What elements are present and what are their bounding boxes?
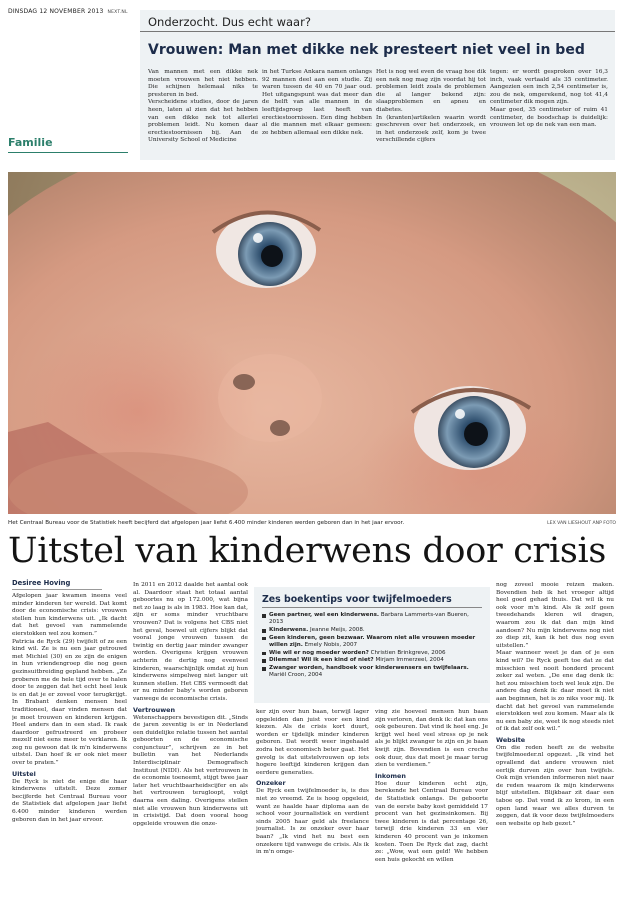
top-article-title: Vrouwen: Man met dikke nek presteert niet veel in bed (148, 42, 585, 58)
section-rule (8, 152, 128, 153)
paragraph: Maar goed, 35 centimeter of ruim 41 centimeter, de boodschap is duidelijk: vrouwen let op de nek van een man. (490, 106, 608, 129)
paragraph: in het Turkse Ankara namen onlangs 92 mannen deel aan een studie. Zij waren tussen de 40 en 70 jaar oud. Het uitgangspunt was dat meer dan de helft van alle mannen in de leeftijdsgroep last heeft van erectiestoornissen. Een ding hebben al die mannen met elkaar gemeen: ze hebben allemaal een dikke nek. (262, 69, 372, 136)
book-tip-item: Wie wil er nog moeder worden? Christien Brinkgreve, 2006 (262, 650, 484, 657)
article-column-5 (496, 582, 614, 903)
section-label: Familie (8, 136, 53, 149)
paragraph: ving zie hoeveel mensen hun baan zijn verloren, dan denk ik: dat kan ons ook gebeuren. Dat vind ik heel eng. Je krijgt wel heel veel stress op je nek als je blijkt zwanger te zijn en je baan kwijt zijn. Bovendien is een creche ook duur, dus dat moet je maar terug zien te verdienen.” (375, 709, 488, 769)
byline: Desiree Hoving (12, 579, 71, 587)
bullet-square-icon (262, 659, 266, 663)
top-column-1 (148, 69, 258, 157)
subheading: Uitstel (12, 769, 36, 778)
book-tips-list (262, 612, 484, 680)
paragraph: Patricia de Ryck (29) twijfelt of ze een kind wil. Ze is nu een jaar getrouwd met Michiel (30) en ze zijn de enigen in hun vriendengroep die nog geen gezinsuitbreiding gepland hebben. „Ze proberen me de hele tijd over te halen door te zeggen dat het echt heel leuk is en dat je er zoveel voor terugkrijgt. In Brabant denken mensen heel traditioneel, daar vinden mensen dat je moet trouwen en kinderen krijgen. Heel anders dan in een stad. Ik raak daardoor gefrustreerd en probeer mezelf niet eens meer te verklaren. Ik zeg nu gewoon dat ik m'n kinderwens uitstel. Dan hoef ik er ook niet meer over te praten.” (12, 638, 127, 767)
article-column-1 (12, 593, 127, 903)
bullet-square-icon (262, 629, 266, 633)
top-column-4 (490, 69, 608, 157)
paragraph: Verscheidene studies, door de jaren heen, laten al zien dat het hebben van een dikke nek tot allerlei problemen leidt. Nu komen daar erectiestoornissen bij. Aan de University School of Medicine (148, 99, 258, 144)
paragraph: Hoe duur kinderen echt zijn, berekende het Centraal Bureau voor de Statistiek onlangs. De geboorte van de eerste baby kost gemiddeld 17 procent van het gezinsinkomen. Bij twee kinderen is dat percentage 26, terwijl drie kinderen 33 en vier kinderen 40 procent van je inkomen kosten. Toen De Ryck dat zag, dacht ze: „Wow, wat een geld! We hebben een huis gekocht en willen (375, 780, 488, 863)
paragraph: Om die reden heeft ze de website twijfelmoeder.nl opgezet. „Ik vind het opvallend dat andere vrouwen niet eerlijk durven zijn over hun twijfels. Ook mijn vrienden informeren niet naar de reden waarom ik mijn kinderwens blijf uitstellen. Blijkbaar zit daar een taboe op. Dat vond ik zo krom, in een open land waar we alles durven te zeggen, dat ik voor deze twijfelmoeders een website op heb gezet.” (496, 744, 614, 827)
bullet-square-icon (262, 637, 266, 641)
top-kicker: Onderzocht. Dus echt waar? (148, 15, 311, 29)
book-tips-rule (262, 607, 482, 608)
paragraph: In (kranten)artikelen waarin wordt geschreven over het onderzoek, en in het onderzoek zelf, kom je twee verschillende cijfers (376, 114, 486, 144)
bullet-square-icon (262, 652, 266, 656)
section-tag: NEXT.NL (107, 10, 128, 15)
paragraph: In 2011 en 2012 daalde het aantal ook al. Daardoor staat het totaal aantal geboortes nu op 172.000, wat bijna net zo laag is als in 1983. Hoe kan dat, zijn er soms minder vruchtbare vrouwen? Dat is volgens het CBS niet het geval, hoewel uit cijfers blijkt dat vooral jonge vrouwen tussen de twintig en dertig jaar minder zwanger worden. Overigens krijgen vrouwen achterin de dertig nog evenveel kinderen, waarschijnlijk omdat zij hun kinderwens simpelweg niet langer uit kunnen stellen. Het CBS vermoedt dat er nu minder baby's worden geboren vanwege de economische crisis. (133, 582, 248, 702)
bullet-square-icon (262, 614, 266, 618)
subheading: Inkomen (375, 771, 406, 780)
paragraph: Afgelopen jaar kwamen ineens veel minder kinderen ter wereld. Dat komt door de economische crisis: vrouwen stellen hun kinderwens uit. „Ik dacht dat het gevoel van rammelende eierstokken wel zou komen.” (12, 593, 127, 637)
paragraph: ker zijn over hun baan, terwijl lager opgeleiden dan juist voor een kind kiezen. Als de crisis kort duurt, worden er tijdelijk minder kinderen geboren. Dat wordt weer ingehaald zodra het economisch beter gaat. Het gevolg is dat uitstelvrouwen op iets hogere leeftijd kinderen krijgen dan eerdere generaties. (256, 709, 369, 776)
book-tip-item: Kinderwens. Jeanne Meijs, 2008. (262, 627, 484, 634)
book-tip-item: Geen partner, wel een kinderwens. Barbara Lammerts-van Bueren, 2013 (262, 612, 484, 626)
bullet-square-icon (262, 667, 266, 671)
paragraph: De Ryck is niet de enige die haar kinderwens uitstelt. Deze zomer becijferde het Centraal Bureau voor de Statistiek dat afgelopen jaar liefst 6.400 minder kinderen werden geboren dan in het jaar ervoor. (12, 778, 127, 823)
paragraph: De Ryck een twijfelmoeder is, is dus niet zo vreemd. Ze is hoog opgeleid, want ze haalde haar diploma aan de school voor journalistiek en verdient sinds 2005 haar geld als freelance journalist. Is ze onzeker over haar baan? „Ik vind het nu best een onzekere tijd vanwege de crisis. Als ik in m'n omge- (256, 788, 369, 856)
date: DINSDAG 12 NOVEMBER 2013 (8, 8, 104, 15)
photo-credit: LEX VAN LIESHOUT ANP FOTO (547, 521, 616, 526)
book-tips-title: Zes boekentips voor twijfelmoeders (262, 594, 452, 605)
baby-face-illustration (8, 172, 616, 514)
byline-rule (12, 589, 102, 590)
subheading: Vertrouwen (133, 705, 176, 714)
subheading: Website (496, 735, 526, 744)
article-column-3 (256, 709, 369, 903)
dateline (8, 8, 138, 15)
top-column-2 (262, 69, 372, 157)
photo-caption: Het Centraal Bureau voor de Statistiek heeft becijferd dat afgelopen jaar liefst 6.400 minder kinderen werden geboren dan in het jaar ervoor. (8, 520, 405, 526)
article-column-2 (133, 582, 248, 903)
paragraph: Maar wanneer weet je dan of je een kind wil? De Ryck geeft toe dat ze dat misschien wel nooit honderd procent zeker zal weten. „De ene dag denk ik: het zou misschien toch wel leuk zijn. De andere dag denk ik: daar moet ik niet aan beginnen, het is zo niks voor mij. Ik dacht dat het gevoel van rammelende eierstokken wel zou komen. Maar als ik nu een baby zie, weet ik nog steeds niet of ik dat zelf ook wil.” (496, 650, 614, 733)
baby-photo (8, 172, 616, 514)
top-divider (140, 31, 615, 32)
paragraph: tegen: er wordt gesproken over 16,3 inch, vaak vertaald als 35 centimeter. Aangezien een inch 2,54 centimeter is, zou de nek, omgerekend, nog tot 41,4 centimeter dik mogen zijn. (490, 69, 608, 106)
top-column-3 (376, 69, 486, 157)
paragraph: nog zoveel mooie reizen maken. Bovendien heb ik het vroeger altijd heel goed gehad thuis. Dat wil ik nu ook voor m'n kind. Als ik zelf geen tweedehands kleren wil dragen, waarom zou ik dat dan mijn kind aandoen? Nu mijn kinderwens nog niet zo diep zit, kan ik het dus nog even uitstellen.” (496, 582, 614, 649)
subheading: Onzeker (256, 779, 286, 788)
book-tip-item: Zwanger worden, handboek voor kinderwensers en twijfelaars. Mariël Croon, 2004 (262, 665, 484, 679)
main-headline: Uitstel van kinderwens door crisis (8, 531, 607, 571)
article-column-4 (375, 709, 488, 903)
paragraph: Wetenschappers bevestigen dit. „Sinds de jaren zeventig is er in Nederland een duidelijke relatie tussen het aantal geboorten en de economische conjunctuur”, schrijven ze in het bulletin van het Nederlands Interdisciplinair Demografisch Instituut (NIDI). Als het vertrouwen in de economie toeneemt, stijgt twee jaar later het vruchtbaarheidscijfer en als het vertrouwen terugloopt, volgt daarna een daling. Overigens stellen niet alle vrouwen hun kinderwens uit in crisistijd. Dat doen vooral hoog opgeleide vrouwen die onze- (133, 714, 248, 827)
book-tip-item: Dilemma! Wil ik een kind of niet? Mirjam Immerzeel, 2004 (262, 657, 484, 664)
paragraph: Het is nog wel even de vraag hoe dik een nek nog mag zijn voordat hij tot problemen leidt zoals de problemen die al langer bekend zijn: slaapproblemen en apneu en diabetes. (376, 69, 486, 113)
book-tip-item: Geen kinderen, geen bezwaar. Waarom niet alle vrouwen moeder willen zijn. Emely Nobis, 2007 (262, 635, 484, 649)
paragraph: Van mannen met een dikke nek moeten vrouwen het niet hebben. Die schijnen helemaal niks te presteren in bed. (148, 69, 258, 98)
